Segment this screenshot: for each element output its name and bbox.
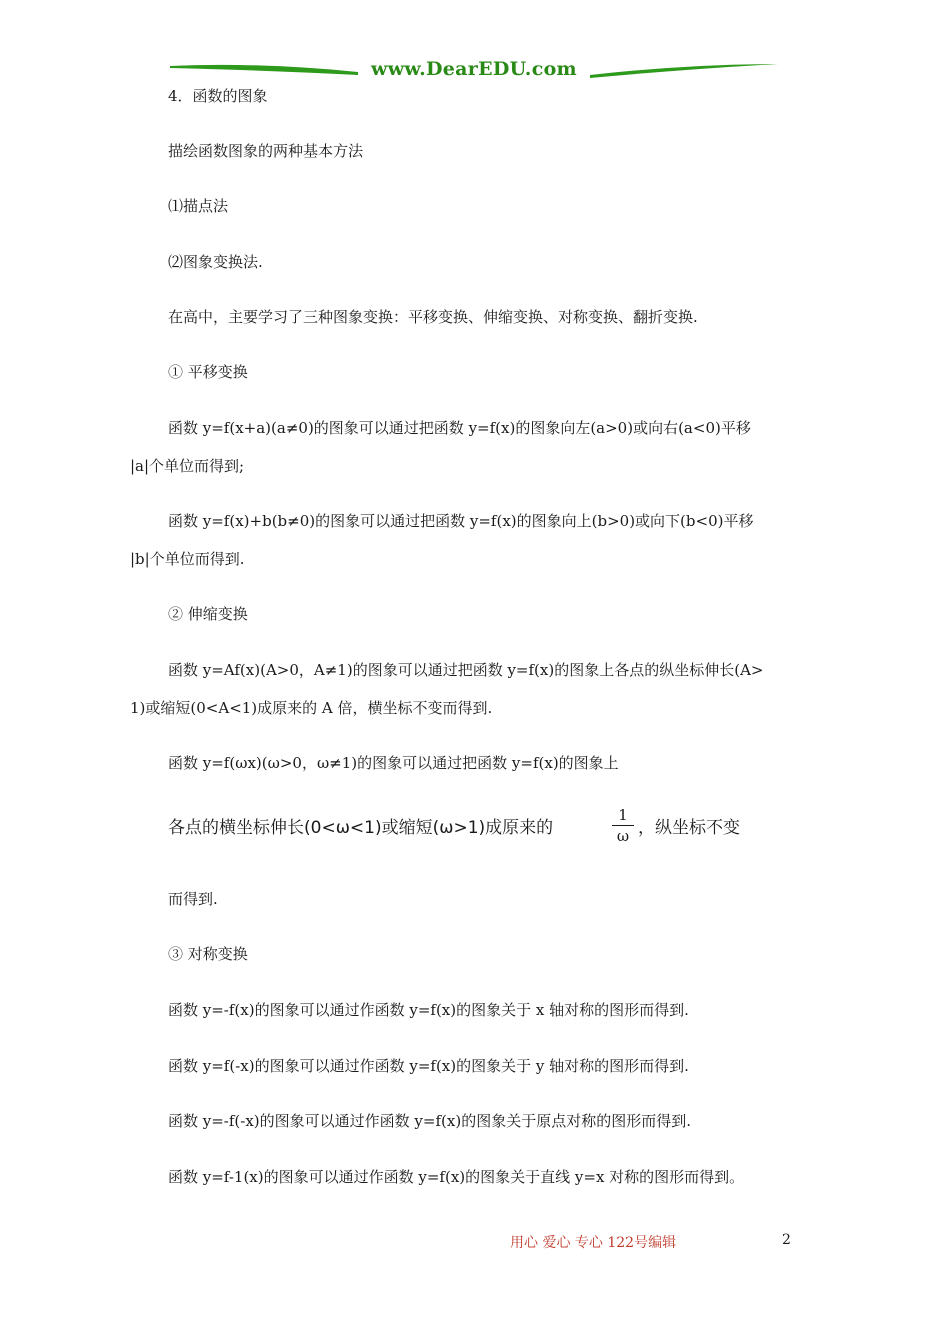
fraction-numerator: 1 bbox=[618, 806, 628, 824]
fraction-bar bbox=[612, 825, 634, 826]
overview-text: 在高中，主要学习了三种图象变换：平移变换、伸缩变换、对称变换、翻折变换. bbox=[168, 308, 698, 326]
symmetry-p3: 函数 y=-f(-x)的图象可以通过作函数 y=f(x)的图象关于原点对称的图形而得到. bbox=[168, 1112, 691, 1130]
symmetry-title: ③ 对称变换 bbox=[168, 945, 248, 963]
site-header bbox=[168, 56, 780, 86]
scaling-p2-line2-after: ，纵坐标不变 bbox=[638, 818, 740, 838]
scaling-title: ② 伸缩变换 bbox=[168, 605, 248, 623]
scaling-p1-line2: 1)或缩短(0<A<1)成原来的 A 倍，横坐标不变而得到. bbox=[130, 699, 493, 717]
intro-text: 描绘函数图象的两种基本方法 bbox=[168, 142, 364, 160]
symmetry-p4: 函数 y=f-1(x)的图象可以通过作函数 y=f(x)的图象关于直线 y=x 对称的图形而得到。 bbox=[168, 1168, 745, 1186]
site-url: www.DearEDU.com bbox=[371, 58, 577, 80]
scaling-p1-line1: 函数 y=Af(x)(A>0，A≠1)的图象可以通过把函数 y=f(x)的图象上各点的纵坐标伸长(A> bbox=[168, 661, 764, 679]
footer-credit: 用心 爱心 专心 122号编辑 bbox=[510, 1235, 677, 1251]
symmetry-p2: 函数 y=f(-x)的图象可以通过作函数 y=f(x)的图象关于 y 轴对称的图形而得到. bbox=[168, 1057, 689, 1075]
method-1: ⑴描点法 bbox=[168, 197, 229, 215]
scaling-p2-line3: 而得到. bbox=[168, 890, 218, 908]
scaling-p2-line1: 函数 y=f(ωx)(ω>0，ω≠1)的图象可以通过把函数 y=f(x)的图象上 bbox=[168, 754, 619, 772]
method-2: ⑵图象变换法. bbox=[168, 253, 263, 271]
section-heading: 4．函数的图象 bbox=[168, 87, 268, 105]
fraction-one-over-omega bbox=[612, 806, 634, 845]
translation-p1-line1: 函数 y=f(x+a)(a≠0)的图象可以通过把函数 y=f(x)的图象向左(a>0)或向右(a<0)平移 bbox=[168, 419, 751, 437]
translation-p1-line2: |a|个单位而得到; bbox=[130, 457, 245, 475]
translation-p2-line1: 函数 y=f(x)+b(b≠0)的图象可以通过把函数 y=f(x)的图象向上(b>0)或向下(b<0)平移 bbox=[168, 512, 754, 530]
fraction-denominator: ω bbox=[616, 827, 630, 845]
translation-p2-line2: |b|个单位而得到. bbox=[130, 550, 245, 568]
scaling-p2-line2-before: 各点的横坐标伸长(0<ω<1)或缩短(ω>1)成原来的 bbox=[168, 818, 554, 838]
page-number: 2 bbox=[782, 1232, 791, 1248]
translation-title: ① 平移变换 bbox=[168, 363, 248, 381]
symmetry-p1: 函数 y=-f(x)的图象可以通过作函数 y=f(x)的图象关于 x 轴对称的图形而得到. bbox=[168, 1001, 689, 1019]
